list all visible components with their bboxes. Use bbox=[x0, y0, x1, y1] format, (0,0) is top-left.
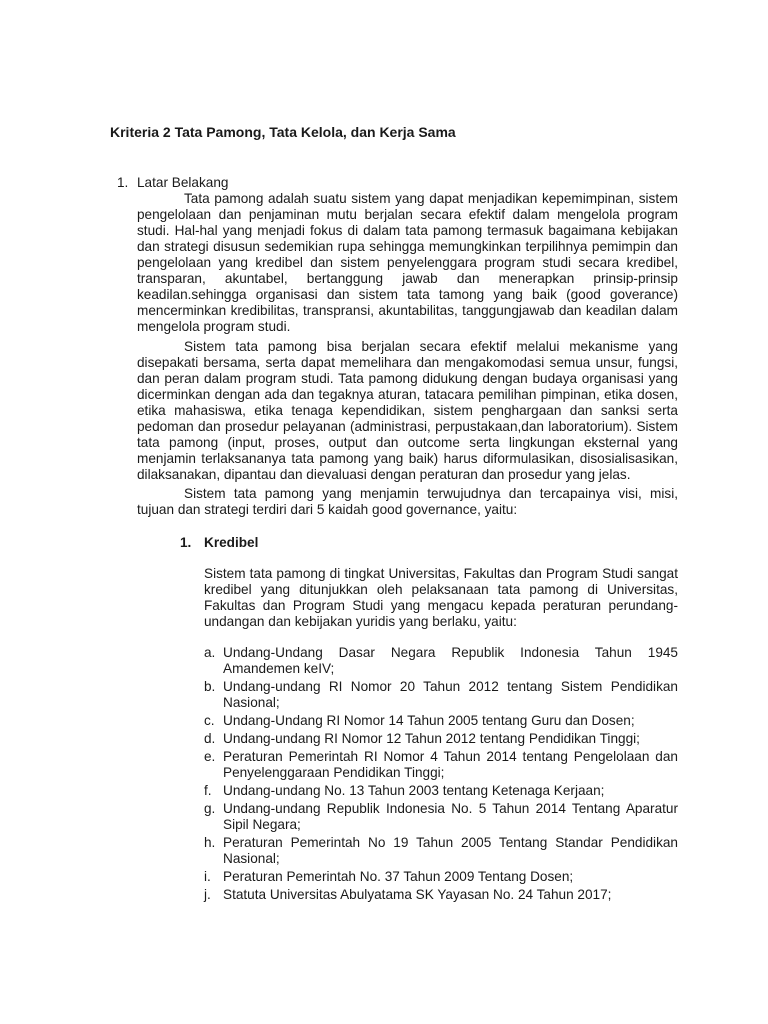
list-item bbox=[204, 801, 678, 833]
list-item bbox=[204, 731, 678, 747]
subsection-number: 1. bbox=[180, 535, 192, 550]
list-item-text: Undang-undang No. 13 Tahun 2003 tentang Ketenaga Kerjaan; bbox=[223, 783, 605, 798]
paragraph-text: Sistem tata pamong di tingkat Universitas, Fakultas dan Program Studi sangat kredibel yang ditunjukkan oleh pelaksanaan tata pamong di Universitas, Fakultas dan Program Studi yang mengacu kepada peraturan perundang-undangan dan kebijakan yuridis yang berlaku, yaitu: bbox=[204, 566, 678, 629]
list-marker: d. bbox=[204, 731, 216, 746]
paragraph-text: Sistem tata pamong bisa berjalan secara efektif melalui mekanisme yang disepakati bersama, serta dapat memelihara dan mengakomodasi semua unsur, fungsi, dan peran dalam program studi. Tata pamong didukung dengan budaya organisasi yang dicerminkan dengan ada dan tegaknya aturan, tatacara pemilihan pimpinan, etika dosen, etika mahasiswa, etika tenaga kependidikan, sistem penghargaan dan sanksi serta pedoman dan prosedur pelayanan (administrasi, perpustakaan,dan laboratorium). Sistem tata pamong (input, proses, output dan outcome serta lingkungan eksternal yang menjamin terlaksananya tata pamong yang baik) harus diformulasikan, disosialisasikan, dilaksanakan, dipantau dan dievaluasi dengan peraturan dan prosedur yang jelas. bbox=[137, 339, 678, 482]
list-item-text: Undang-Undang RI Nomor 14 Tahun 2005 tentang Guru dan Dosen; bbox=[223, 713, 635, 728]
list-item-text: Statuta Universitas Abulyatama SK Yayasan No. 24 Tahun 2017; bbox=[223, 887, 612, 902]
list-marker: c. bbox=[204, 713, 215, 728]
section-heading: Latar Belakang bbox=[137, 175, 229, 190]
list-marker: f. bbox=[204, 783, 212, 798]
list-marker: b. bbox=[204, 679, 216, 694]
list-item-text: Peraturan Pemerintah No. 37 Tahun 2009 Tentang Dosen; bbox=[223, 869, 574, 884]
list-item bbox=[204, 869, 678, 885]
list-marker: a. bbox=[204, 645, 216, 660]
document-title: Kriteria 2 Tata Pamong, Tata Kelola, dan Kerja Sama bbox=[110, 124, 456, 140]
paragraph-2 bbox=[137, 339, 678, 483]
list-item bbox=[204, 749, 678, 781]
subsection-body bbox=[204, 566, 678, 630]
paragraph-text: Tata pamong adalah suatu sistem yang dapat menjadikan kepemimpinan, sistem pengelolaan dan penjaminan mutu berjalan secara efektif dalam mengelola program studi. Hal-hal yang menjadi fokus di dalam tata pamong termasuk bagaimana kebijakan dan strategi disusun sedemikian rupa sehingga memungkinkan terpilihnya pemimpin dan pengelolaan yang kredibel dan sistem penyelenggara program studi secara kredibel, transparan, akuntabel, bertanggung jawab dan menerapkan prinsip-prinsip keadilan.sehingga organisasi dan sistem tata tamong yang baik (good goverance) mencerminkan kredibilitas, transpransi, akuntabilitas, tanggungjawab dan keadilan dalam mengelola program studi. bbox=[137, 191, 678, 334]
paragraph-3 bbox=[137, 486, 678, 518]
list-item bbox=[204, 887, 678, 903]
list-item-text: Peraturan Pemerintah No 19 Tahun 2005 Tentang Standar Pendidikan Nasional; bbox=[223, 835, 678, 866]
list-item-text: Undang-Undang Dasar Negara Republik Indonesia Tahun 1945 Amandemen keIV; bbox=[223, 645, 678, 676]
list-marker: g. bbox=[204, 801, 216, 816]
list-item-text: Undang-undang Republik Indonesia No. 5 Tahun 2014 Tentang Aparatur Sipil Negara; bbox=[223, 801, 678, 832]
list-item bbox=[204, 835, 678, 867]
list-item bbox=[204, 713, 678, 729]
subsection-heading: Kredibel bbox=[204, 535, 259, 550]
list-marker: j. bbox=[204, 887, 211, 902]
regulation-list bbox=[204, 645, 678, 905]
section-number: 1. bbox=[117, 175, 129, 190]
list-item bbox=[204, 679, 678, 711]
list-item bbox=[204, 645, 678, 677]
list-item-text: Peraturan Pemerintah RI Nomor 4 Tahun 2014 tentang Pengelolaan dan Penyelenggaraan Pendidikan Tinggi; bbox=[223, 749, 678, 780]
list-marker: i. bbox=[204, 869, 211, 884]
list-marker: h. bbox=[204, 835, 216, 850]
list-item bbox=[204, 783, 678, 799]
paragraph-text: Sistem tata pamong yang menjamin terwujudnya dan tercapainya visi, misi, tujuan dan strategi terdiri dari 5 kaidah good governance, yaitu: bbox=[137, 486, 678, 517]
list-item-text: Undang-undang RI Nomor 12 Tahun 2012 tentang Pendidikan Tinggi; bbox=[223, 731, 640, 746]
list-marker: e. bbox=[204, 749, 216, 764]
list-item-text: Undang-undang RI Nomor 20 Tahun 2012 tentang Sistem Pendidikan Nasional; bbox=[223, 679, 678, 710]
paragraph-1 bbox=[137, 191, 678, 335]
